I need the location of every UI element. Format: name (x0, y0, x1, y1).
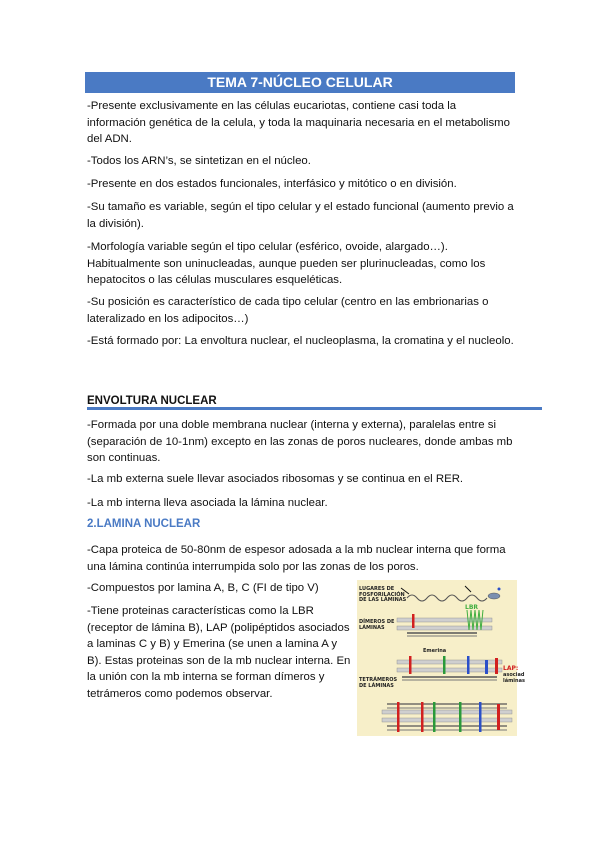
section-heading: ENVOLTURA NUCLEAR (87, 395, 217, 407)
subsection-heading: 2.LAMINA NUCLEAR (87, 518, 201, 530)
lamina-diagram (357, 580, 525, 736)
subsection-paragraph-1: -Capa proteica de 50-80nm de espesor adosada a la mb nuclear interna que forma una lámina continúa interrumpida solo por las zonas de los poros. (87, 544, 506, 573)
lbr-label: LBR (465, 604, 479, 611)
subsection-paragraph-2: -Compuestos por lamina A, B, C (FI de tipo V) (87, 582, 319, 594)
lap-sub-label: asociad láminas (503, 672, 525, 684)
intro-paragraph-3: -Presente en dos estados funcionales, interfásico y mitótico o en división. (87, 178, 457, 190)
page-title: TEMA 7-NÚCLEO CELULAR (85, 72, 515, 93)
subsection-paragraph-3: -Tiene proteinas características como la LBR (receptor de lámina B), LAP (polipéptidos asociados a laminas C y B) y Emerina (se unen a lamina A y B). Estas proteinas son de la mb nuclear interna. En la unión con la mb interna se forman dímeros y tetrámeros como podemos observar. (87, 605, 351, 700)
intro-paragraph-6: -Su posición es característico de cada tipo celular (centro en las embrionarias o lateralizado en los adipocitos…) (87, 296, 489, 325)
tetramers-label: TETRÁMEROS DE LÁMINAS (359, 677, 398, 689)
section-paragraph-1: -Formada por una doble membrana nuclear (interna y externa), paralelas entre si (separación de 10-1nm) excepto en las zonas de poros nucleares, donde ambas mb son continuas. (87, 419, 513, 464)
intro-paragraph-7: -Está formado por: La envoltura nuclear, el nucleoplasma, la cromatina y el nucleolo. (87, 335, 514, 347)
lamina-diagram-drawing (357, 580, 525, 736)
dimers-label: DÍMEROS DE LÁMINAS (359, 619, 395, 631)
section-paragraph-3: -La mb interna lleva asociada la lámina nuclear. (87, 497, 328, 509)
phosphorylation-label: LUGARES DE FOSFORILACIÓN DE LAS LÁMINAS (359, 586, 407, 603)
section-paragraph-2: -La mb externa suele llevar asociados ribosomas y se continua en el RER. (87, 473, 464, 485)
intro-paragraph-1: -Presente exclusivamente en las células eucariotas, contiene casi toda la información genética de la celula, y toda la maquinaria necesaria en el metabolismo del ADN. (87, 100, 510, 145)
intro-paragraph-5: -Morfología variable según el tipo celular (esférico, ovoide, alargado…). Habitualmente son uninucleadas, aunque pueden ser plurinucleadas, como los hepatocitos o las células musculares esqueléticas. (87, 241, 486, 286)
emerina-label: Emerina (423, 648, 447, 654)
lap-label: LAP: (503, 665, 519, 672)
section-divider (87, 407, 542, 410)
intro-paragraph-4: -Su tamaño es variable, según el tipo celular y el estado funcional (aumento previo a la división). (87, 201, 514, 230)
intro-paragraph-2: -Todos los ARN’s, se sintetizan en el núcleo. (87, 155, 311, 167)
